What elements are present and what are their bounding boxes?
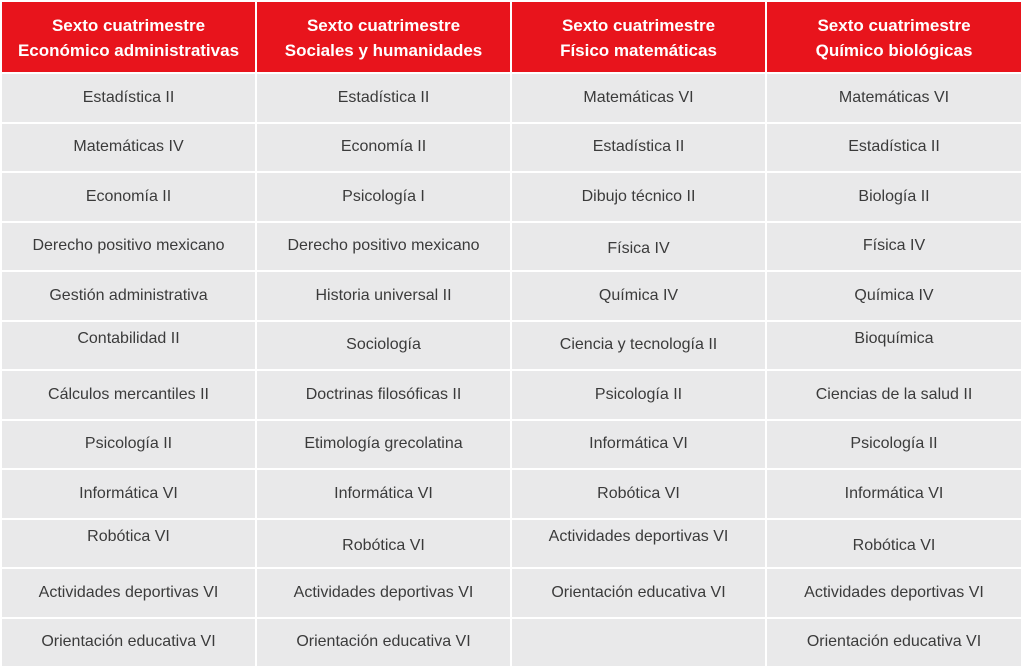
table-cell: Informática VI bbox=[257, 470, 510, 518]
table-cell: Gestión administrativa bbox=[2, 272, 255, 320]
table-cell: Orientación educativa VI bbox=[257, 619, 510, 666]
table-cell: Informática VI bbox=[767, 470, 1021, 518]
table-cell: Estadística II bbox=[257, 74, 510, 122]
table-cell: Robótica VI bbox=[767, 520, 1021, 568]
table-cell: Matemáticas IV bbox=[2, 124, 255, 172]
header-sociales-humanidades bbox=[257, 2, 510, 72]
header-line: Físico matemáticas bbox=[560, 38, 717, 63]
table-cell: Informática VI bbox=[512, 421, 765, 469]
table-cell: Estadística II bbox=[2, 74, 255, 122]
table-cell: Doctrinas filosóficas II bbox=[257, 371, 510, 419]
table-cell: Cálculos mercantiles II bbox=[2, 371, 255, 419]
table-cell: Informática VI bbox=[2, 470, 255, 518]
table-cell: Historia universal II bbox=[257, 272, 510, 320]
header-line: Sociales y humanidades bbox=[285, 38, 482, 63]
table-cell: Contabilidad II bbox=[2, 322, 255, 370]
header-quimico-biologicas bbox=[767, 2, 1021, 72]
table-cell: Orientación educativa VI bbox=[2, 619, 255, 666]
header-line: Económico administrativas bbox=[18, 38, 239, 63]
table-cell: Economía II bbox=[2, 173, 255, 221]
header-fisico-matematicas bbox=[512, 2, 765, 72]
table-cell: Robótica VI bbox=[512, 470, 765, 518]
subjects-table bbox=[2, 2, 1021, 665]
table-cell: Biología II bbox=[767, 173, 1021, 221]
header-line: Sexto cuatrimestre bbox=[562, 13, 715, 38]
table-cell: Actividades deportivas VI bbox=[2, 569, 255, 617]
table-cell: Psicología II bbox=[2, 421, 255, 469]
table-cell: Ciencia y tecnología II bbox=[512, 322, 765, 370]
header-line: Sexto cuatrimestre bbox=[52, 13, 205, 38]
table-cell: Física IV bbox=[512, 223, 765, 271]
table-cell: Estadística II bbox=[767, 124, 1021, 172]
table-cell: Orientación educativa VI bbox=[512, 569, 765, 617]
header-line: Sexto cuatrimestre bbox=[817, 13, 970, 38]
table-cell bbox=[512, 619, 765, 666]
table-cell: Economía II bbox=[257, 124, 510, 172]
table-cell: Actividades deportivas VI bbox=[767, 569, 1021, 617]
table-cell: Sociología bbox=[257, 322, 510, 370]
header-economico-administrativas bbox=[2, 2, 255, 72]
table-cell: Química IV bbox=[767, 272, 1021, 320]
table-cell: Etimología grecolatina bbox=[257, 421, 510, 469]
table-cell: Actividades deportivas VI bbox=[257, 569, 510, 617]
table-cell: Psicología II bbox=[767, 421, 1021, 469]
table-cell: Derecho positivo mexicano bbox=[2, 223, 255, 271]
header-line: Químico biológicas bbox=[816, 38, 973, 63]
table-cell: Dibujo técnico II bbox=[512, 173, 765, 221]
table-cell: Ciencias de la salud II bbox=[767, 371, 1021, 419]
table-cell: Matemáticas VI bbox=[767, 74, 1021, 122]
table-cell: Derecho positivo mexicano bbox=[257, 223, 510, 271]
table-cell: Robótica VI bbox=[2, 520, 255, 568]
table-cell: Actividades deportivas VI bbox=[512, 520, 765, 568]
table-cell: Psicología II bbox=[512, 371, 765, 419]
table-cell: Estadística II bbox=[512, 124, 765, 172]
table-cell: Bioquímica bbox=[767, 322, 1021, 370]
table-cell: Orientación educativa VI bbox=[767, 619, 1021, 666]
table-cell: Robótica VI bbox=[257, 520, 510, 568]
table-cell: Química IV bbox=[512, 272, 765, 320]
table-cell: Física IV bbox=[767, 223, 1021, 271]
header-line: Sexto cuatrimestre bbox=[307, 13, 460, 38]
table-cell: Psicología I bbox=[257, 173, 510, 221]
table-cell: Matemáticas VI bbox=[512, 74, 765, 122]
